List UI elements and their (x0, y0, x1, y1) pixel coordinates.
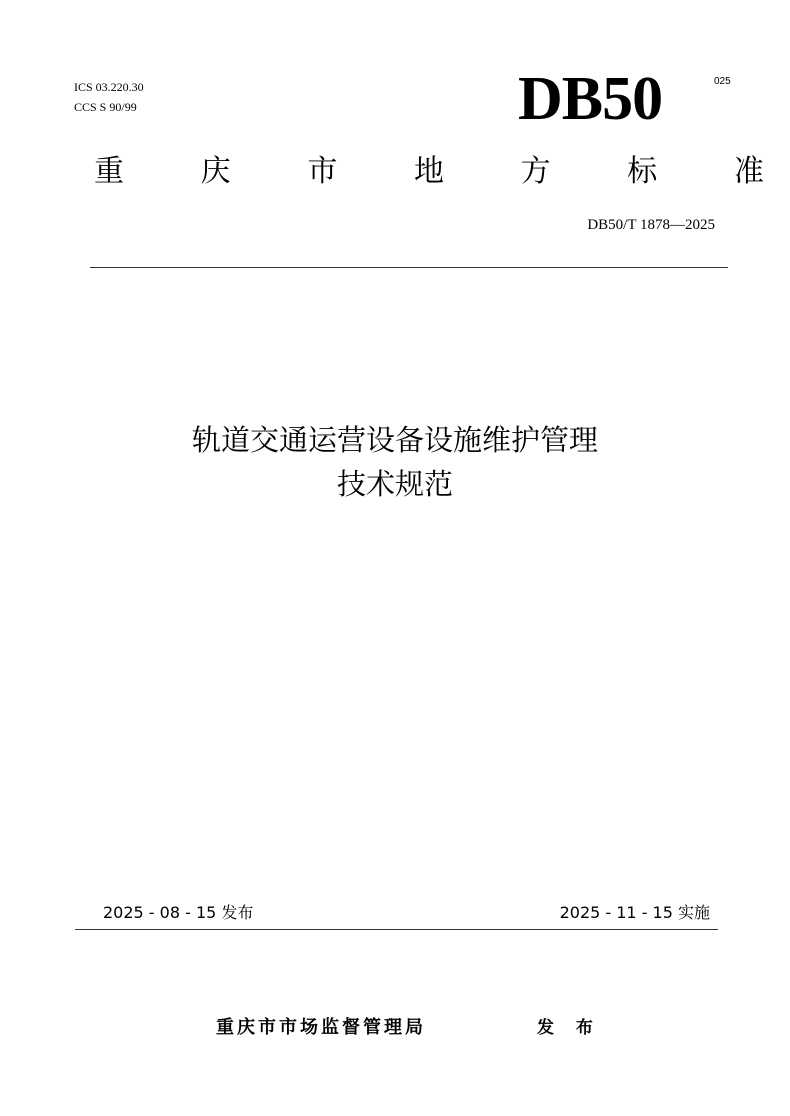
logo-superscript: 025 (714, 76, 731, 87)
title-line-2: 技术规范 (336, 467, 453, 501)
category-char: 庆 (200, 154, 231, 189)
standard-category (94, 152, 764, 192)
db50-logo: DB50 (518, 65, 663, 133)
header-divider (90, 267, 728, 268)
standard-number: DB50/T 1878—2025 (587, 217, 715, 233)
footer-divider (75, 929, 718, 930)
issue-label: 发 布 (537, 1018, 601, 1038)
publish-date: 2025 - 08 - 15 发布 (103, 903, 254, 922)
category-char: 地 (413, 154, 444, 189)
category-char: 标 (627, 154, 658, 189)
category-char: 准 (733, 154, 764, 189)
document-title (0, 418, 790, 506)
category-char: 重 (94, 154, 124, 189)
title-line-1: 轨道交通运营设备设施维护管理 (191, 423, 598, 457)
category-char: 市 (307, 154, 338, 189)
issuing-authority: 重庆市市场监督管理局 (216, 1017, 426, 1038)
implement-date: 2025 - 11 - 15 实施 (559, 903, 710, 922)
category-char: 方 (520, 154, 551, 189)
ics-code: ICS 03.220.30 (74, 80, 144, 94)
ccs-code: CCS S 90/99 (74, 100, 137, 114)
